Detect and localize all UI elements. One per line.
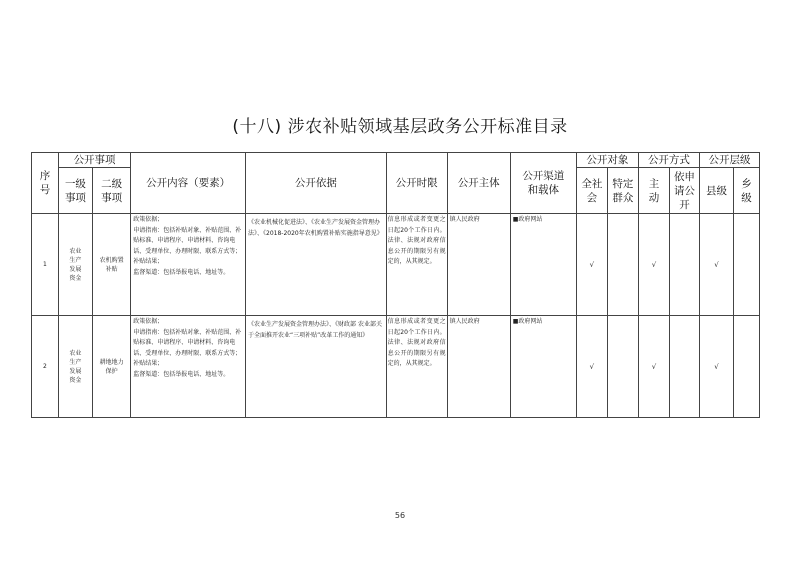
- row-check-township: [734, 316, 760, 418]
- header-seq: 序号: [32, 153, 59, 214]
- header-subject: 公开主体: [447, 153, 510, 214]
- row-check-society: √: [576, 316, 607, 418]
- table-row: [32, 316, 760, 418]
- header-public-items: 公开事项: [58, 153, 130, 168]
- header-level1: 一级事项: [58, 168, 92, 214]
- row-content: 政策依据； 申请指南：包括补贴对象、补贴范围、补贴标准、申请程序、申请材料、咨询电话、受理单位、办理时限、联系方式等； 补贴结果； 监督渠道：包括举报电话、地址等。: [131, 316, 246, 418]
- row-check-active: √: [638, 214, 669, 316]
- row-check-township: [734, 214, 760, 316]
- row-subject: 镇人民政府: [447, 316, 510, 418]
- header-basis: 公开依据: [246, 153, 387, 214]
- header-target-specific: 特定群众: [607, 168, 638, 214]
- page-number: 56: [394, 511, 406, 520]
- header-target-society: 全社会: [576, 168, 607, 214]
- row-check-request: [669, 214, 699, 316]
- header-channel: 公开渠道和载体: [510, 153, 576, 214]
- row-check-county: √: [699, 214, 733, 316]
- header-level-township: 乡级: [734, 168, 760, 214]
- row-basis: 《农业机械化促进法》、《农业生产发展资金管理办法》、《2018-2020年农机购置补贴实施指导意见》: [246, 214, 387, 316]
- header-level: 公开层级: [699, 153, 759, 168]
- row-subject: 镇人民政府: [447, 214, 510, 316]
- header-level-county: 县级: [699, 168, 733, 214]
- row-check-county: √: [699, 316, 733, 418]
- row-level2: 农机购置补贴: [93, 214, 131, 316]
- row-channel: ■政府网站: [510, 316, 576, 418]
- header-target: 公开对象: [576, 153, 638, 168]
- row-seq: 1: [32, 214, 59, 316]
- page-title: (十八) 涉农补贴领域基层政务公开标准目录: [232, 117, 568, 137]
- header-method-active: 主动: [638, 168, 669, 214]
- header-level2: 二级事项: [93, 168, 131, 214]
- row-check-specific: [607, 214, 638, 316]
- header-method: 公开方式: [638, 153, 699, 168]
- header-content: 公开内容（要素）: [131, 153, 246, 214]
- row-time-limit: 信息形成或者变更之日起20个工作日内。法律、法规对政府信息公开的期限另有规定的，从其规定。: [386, 316, 447, 418]
- catalog-table: [31, 152, 760, 418]
- row-basis: 《农业生产发展资金管理办法》、《财政部 农业部关于全面推开农业“三项补贴”改革工作的通知》: [246, 316, 387, 418]
- row-check-request: [669, 316, 699, 418]
- table-row: [32, 214, 760, 316]
- header-method-request: 依申请公开: [669, 168, 699, 214]
- row-check-society: √: [576, 214, 607, 316]
- row-level2: 耕地地力保护: [93, 316, 131, 418]
- row-time-limit: 信息形成或者变更之日起20个工作日内。法律、法规对政府信息公开的期限另有规定的，从其规定。: [386, 214, 447, 316]
- row-content: 政策依据； 申请指南：包括补贴对象、补贴范围、补贴标准、申请程序、申请材料、咨询电话、受理单位、办理时限、联系方式等； 补贴结果； 监督渠道：包括举报电话、地址等。: [131, 214, 246, 316]
- row-seq: 2: [32, 316, 59, 418]
- row-level1: 农业生产发展资金: [58, 316, 92, 418]
- row-check-specific: [607, 316, 638, 418]
- header-time-limit: 公开时限: [386, 153, 447, 214]
- row-level1: 农业生产发展资金: [58, 214, 92, 316]
- row-channel: ■政府网站: [510, 214, 576, 316]
- row-check-active: √: [638, 316, 669, 418]
